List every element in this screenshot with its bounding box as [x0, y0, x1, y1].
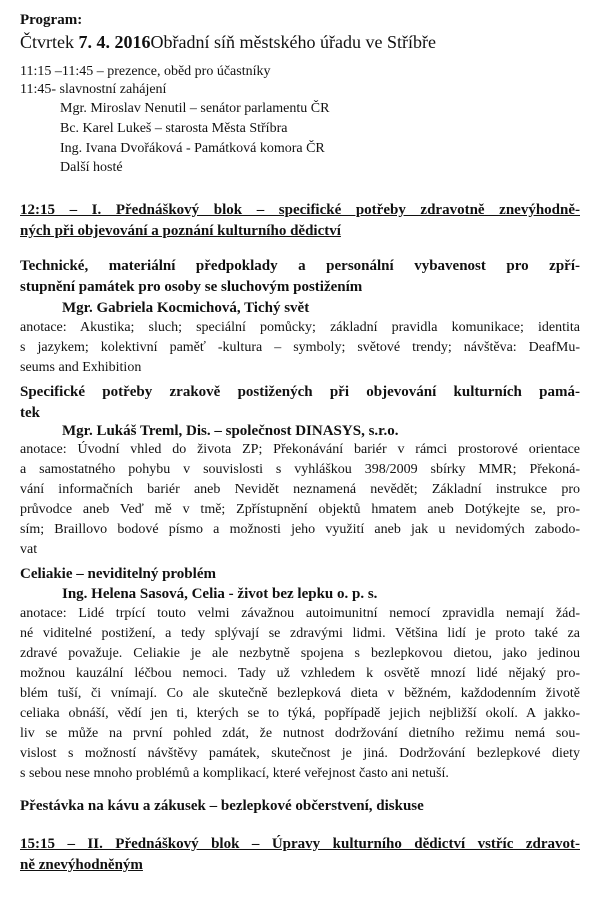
talk-title-line: stupnění památek pro osoby se sluchovým postižením	[20, 279, 363, 295]
annotation-line: možnou kauzální léčbou nemoci. Tady už vzhledem k osvětě mnozí lidé nějaký pro-	[20, 666, 580, 681]
talk-speaker: Ing. Helena Sasová, Celia - život bez lepku o. p. s.	[62, 586, 378, 602]
talk-speaker: Mgr. Lukáš Treml, Dis. – společnost DINASYS, s.r.o.	[62, 423, 399, 439]
talk-title: Celiakie – neviditelný problém	[20, 566, 216, 582]
block1-heading-line: 12:15 – I. Přednáškový blok – specifické potřeby zdravotně znevýhodně-	[20, 202, 580, 218]
event-venue: Obřadní síň městského úřadu ve Stříbře	[150, 32, 436, 52]
talk-annotation	[20, 604, 580, 784]
guest-item: Další hosté	[60, 160, 123, 175]
talk-title-line: tek	[20, 405, 40, 421]
block2-heading-line: ně znevýhodněným	[20, 857, 143, 873]
talk-title-line: Specifické potřeby zrakově postižených při objevování kulturních pamá-	[20, 384, 580, 400]
annotation-line: anotace: Úvodní vhled do života ZP; Překonávání bariér v rámci prostorové orientace	[20, 442, 580, 457]
block2-heading	[20, 834, 580, 876]
annotation-line: průvodce aneb Veď mě v tmě; Zpřístupnění objektů hmatem aneb Dotýkejte se, pro-	[20, 502, 580, 517]
block2-heading-line: 15:15 – II. Přednáškový blok – Úpravy kulturního dědictví vstříc zdravot-	[20, 836, 580, 852]
talk-speaker: Mgr. Gabriela Kocmichová, Tichý svět	[62, 300, 310, 316]
annotation-line: anotace: Lidé trpící touto velmi závažnou autoimunitní nemocí zpravidla nemají žád-	[20, 606, 580, 621]
annotation-line: vat	[20, 542, 38, 557]
schedule-item: 11:45- slavnostní zahájení	[20, 82, 167, 97]
talk-title	[20, 382, 580, 424]
annotation-line: zdravé považuje. Celiakie je ale nezbytně spojena s bezlepkovou dietou, jako jedinou	[20, 646, 580, 661]
guest-item: Mgr. Miroslav Nenutil – senátor parlamentu ČR	[60, 101, 330, 116]
day-name: Čtvrtek	[20, 32, 74, 52]
annotation-line: né viditelné postižení, a tedy splývají se zdravými lidmi. Většina lidí je proto také za	[20, 626, 580, 641]
annotation-line: blém tuší, či vnímají. Co ale skutečně bezlepková dieta v běžném, každodenním životě	[20, 686, 580, 701]
talk-annotation	[20, 318, 580, 378]
event-date: 7. 4. 2016	[78, 32, 151, 52]
annotation-line: a samostatného pohybu v souvislosti s vyhláškou 398/2009 sbírky MMR; Překoná-	[20, 462, 580, 477]
talk-annotation	[20, 440, 580, 560]
annotation-line: s sebou nese mnoho problémů a komplikací, které veřejnost často ani netuší.	[20, 766, 449, 781]
annotation-line: s jazykem; kolektivní paměť -kultura – symboly; světové trendy; návštěva: DeafMu-	[20, 340, 580, 355]
program-heading: Program:	[20, 12, 83, 28]
guest-item: Ing. Ivana Dvořáková - Památková komora ČR	[60, 141, 325, 156]
annotation-line: liv se může na první pohled zdát, že nutnost dodržování dietního režimu nemá sou-	[20, 726, 580, 741]
annotation-line: celiaka obnáší, vědí jen ti, kterých se to týká, popřípadě jejich nejbližší okolí. A jakko-	[20, 706, 580, 721]
event-date-venue	[20, 30, 436, 54]
annotation-line: vání informačních bariér aneb Nevidět neznamená nevědět; Základní instrukce pro	[20, 482, 580, 497]
annotation-line: vislost s možností návštěvy památek, skutečnost je jiná. Dodržování bezlepkové diety	[20, 746, 580, 761]
block1-heading	[20, 200, 580, 242]
annotation-line: seums and Exhibition	[20, 360, 142, 375]
annotation-line: anotace: Akustika; sluch; speciální pomůcky; základní pravidla komunikace; identita	[20, 320, 580, 335]
annotation-line: sím; Braillovo bodové písmo a možnosti jeho využití aneb jak u nevidomých zabodo-	[20, 522, 580, 537]
block1-heading-line: ných při objevování a poznání kulturního dědictví	[20, 223, 341, 239]
talk-title	[20, 256, 580, 298]
guest-item: Bc. Karel Lukeš – starosta Města Stříbra	[60, 121, 288, 136]
coffee-break: Přestávka na kávu a zákusek – bezlepkové občerstvení, diskuse	[20, 798, 424, 814]
talk-title-line: Technické, materiální předpoklady a personální vybavenost pro zpří-	[20, 258, 580, 274]
schedule-item: 11:15 –11:45 – prezence, oběd pro účastníky	[20, 64, 271, 79]
